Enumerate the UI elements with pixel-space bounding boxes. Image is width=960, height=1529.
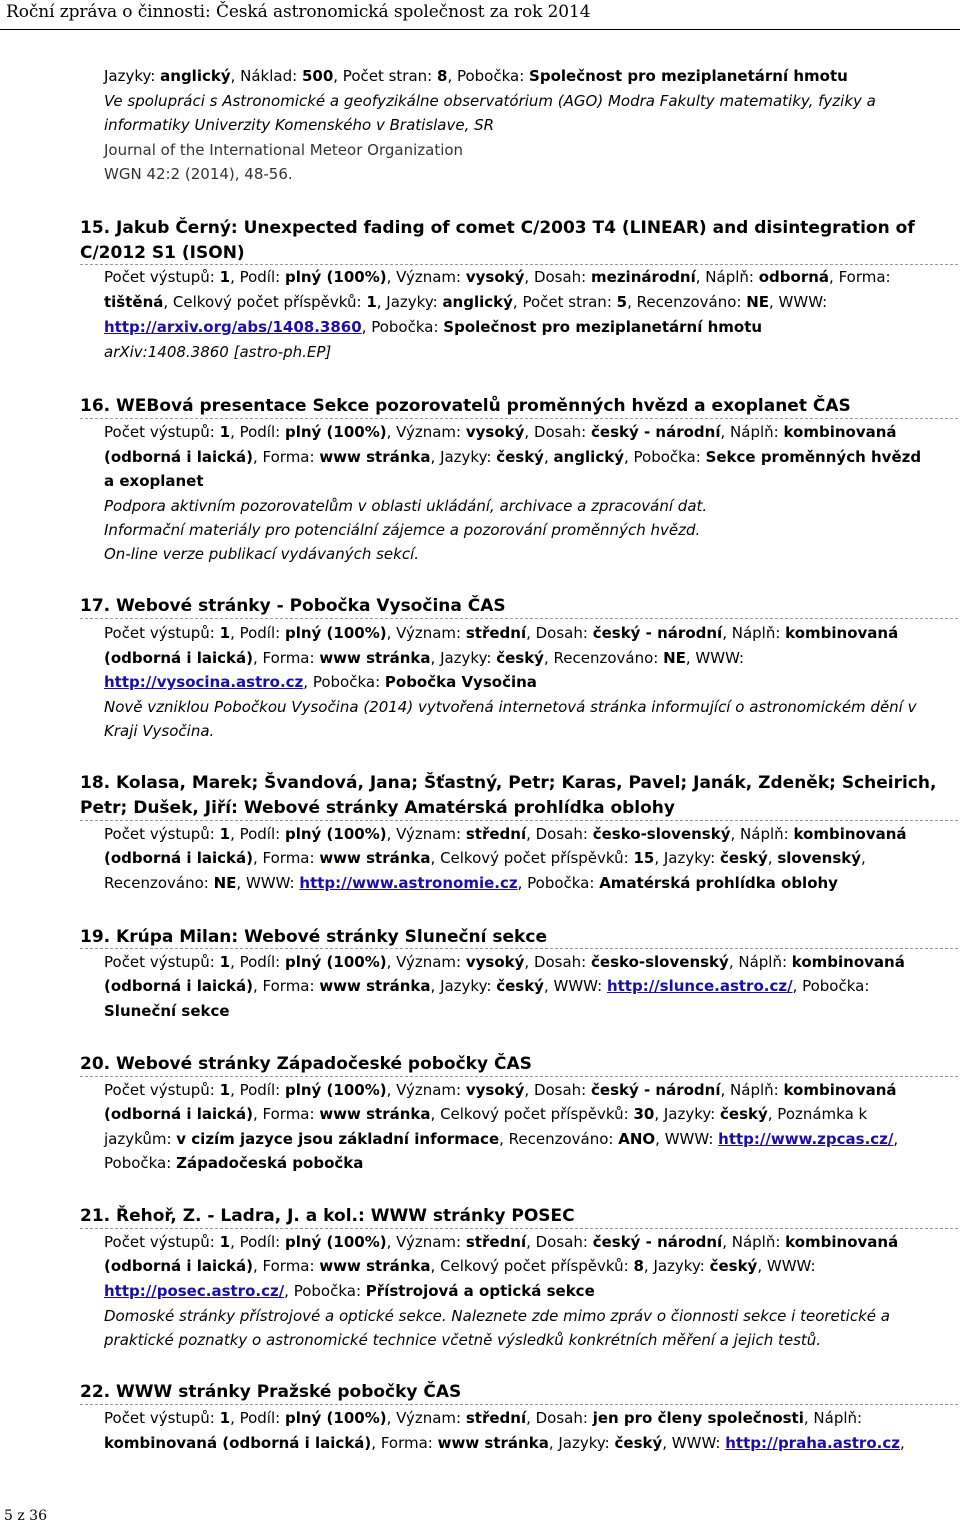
field-value: 8 bbox=[437, 67, 448, 85]
note-line: Informační materiály pro potenciální zájemce a pozorování proměnných hvězd. bbox=[104, 521, 701, 539]
field-value: 1 bbox=[219, 268, 231, 286]
item-title: C/2012 S1 (ISON) bbox=[80, 243, 245, 263]
field-value: český bbox=[709, 1257, 758, 1275]
field-value: kombinovaná bbox=[783, 1081, 897, 1099]
field-label: , bbox=[899, 1434, 905, 1452]
field-value: 30 bbox=[633, 1105, 655, 1123]
field-value: 1 bbox=[366, 293, 377, 311]
field-label: Jazyky: bbox=[104, 67, 161, 85]
metadata-line bbox=[104, 623, 898, 643]
field-value: www stránka bbox=[319, 649, 431, 667]
metadata-line bbox=[104, 672, 537, 692]
field-label: , Jazyky: bbox=[430, 649, 497, 667]
divider bbox=[80, 948, 958, 949]
metadata-line bbox=[104, 1104, 867, 1124]
field-label: , Význam: bbox=[386, 624, 466, 642]
page-header bbox=[0, 0, 960, 36]
field-label: , Pobočka: bbox=[517, 874, 600, 892]
metadata-line bbox=[104, 873, 838, 893]
field-label: , Jazyky: bbox=[643, 1257, 710, 1275]
field-value: 1 bbox=[219, 1233, 231, 1251]
field-label: jazykům: bbox=[104, 1130, 177, 1148]
field-label: , Náplň: bbox=[722, 1233, 786, 1251]
field-value: (odborná i laická) bbox=[104, 977, 253, 995]
metadata-line bbox=[104, 1129, 898, 1149]
field-label: , Význam: bbox=[386, 1233, 466, 1251]
metadata-line bbox=[104, 1256, 816, 1276]
item-title: 20. Webové stránky Západočeské pobočky ČAS bbox=[80, 1054, 532, 1074]
field-label: , WWW: bbox=[662, 1434, 726, 1452]
report-title: Roční zpráva o činnosti: Česká astronomická společnost za rok 2014 bbox=[6, 2, 591, 22]
field-label: , Počet stran: bbox=[512, 293, 617, 311]
field-value: kombinovaná bbox=[785, 1233, 899, 1251]
metadata-line bbox=[104, 66, 848, 86]
field-value: český bbox=[496, 649, 544, 667]
field-label: , Počet stran: bbox=[333, 67, 437, 85]
field-value: 1 bbox=[219, 624, 231, 642]
field-label: Počet výstupů: bbox=[104, 953, 220, 971]
www-link[interactable]: http://vysocina.astro.cz bbox=[104, 673, 304, 691]
field-value: jen pro členy společnosti bbox=[592, 1409, 804, 1427]
field-label: , Pobočka: bbox=[361, 318, 444, 336]
field-value: ANO bbox=[618, 1130, 656, 1148]
field-label: , Význam: bbox=[386, 268, 466, 286]
field-value: český - národní bbox=[592, 1233, 723, 1251]
field-label: , Poznámka k bbox=[767, 1105, 868, 1123]
field-label: , Podíl: bbox=[230, 423, 285, 441]
field-label: , Význam: bbox=[386, 1409, 466, 1427]
field-value: střední bbox=[465, 825, 527, 843]
item-title: 22. WWW stránky Pražské pobočky ČAS bbox=[80, 1382, 462, 1402]
field-label: , Dosah: bbox=[526, 1233, 593, 1251]
field-value: střední bbox=[465, 1233, 527, 1251]
field-label: , Podíl: bbox=[230, 1233, 285, 1251]
field-label: , bbox=[893, 1130, 899, 1148]
field-label: , Význam: bbox=[386, 953, 466, 971]
field-value: 1 bbox=[219, 825, 231, 843]
field-label: , Náplň: bbox=[720, 423, 784, 441]
field-value: kombinovaná (odborná i laická) bbox=[104, 1434, 372, 1452]
metadata-line bbox=[104, 976, 869, 996]
note-line: Podpora aktivním pozorovatelům v oblasti ukládání, archivace a zpracování dat. bbox=[104, 497, 708, 515]
field-value: 500 bbox=[301, 67, 334, 85]
metadata-line bbox=[104, 648, 744, 668]
note-line: Nově vzniklou Pobočkou Vysočina (2014) vytvořená internetová stránka informující o astronomickém dění v bbox=[104, 698, 917, 716]
field-value: (odborná i laická) bbox=[104, 448, 253, 466]
field-value: Amatérská prohlídka oblohy bbox=[599, 874, 838, 892]
field-value: česko-slovenský bbox=[591, 953, 729, 971]
metadata-line bbox=[104, 447, 921, 467]
field-label: , Forma: bbox=[252, 849, 320, 867]
note-line bbox=[104, 342, 331, 362]
field-label: , Dosah: bbox=[526, 624, 593, 642]
field-label: , Jazyky: bbox=[430, 977, 497, 995]
note-line: Ve spolupráci s Astronomické a geofyzikálne observatórium (AGO) Modra Fakulty matematiky, fyziky a bbox=[104, 92, 876, 110]
field-value: NE bbox=[213, 874, 237, 892]
field-label: Počet výstupů: bbox=[104, 624, 220, 642]
field-label: , Náplň: bbox=[730, 825, 794, 843]
note-line: praktické poznatky o astronomické technice včetně výsledků konkrétních měření a jejich testů. bbox=[104, 1331, 822, 1349]
field-value: český - národní bbox=[592, 624, 723, 642]
journal-line: WGN 42:2 (2014), 48-56. bbox=[104, 165, 293, 183]
field-value: www stránka bbox=[437, 1434, 549, 1452]
field-label: Počet výstupů: bbox=[104, 268, 220, 286]
field-label: , Náplň: bbox=[695, 268, 759, 286]
field-label: , Celkový počet příspěvků: bbox=[430, 1257, 634, 1275]
item-title: 18. Kolasa, Marek; Švandová, Jana; Šťastný, Petr; Karas, Pavel; Janák, Zdeněk; Scheirich, bbox=[80, 773, 937, 793]
field-value: www stránka bbox=[319, 977, 431, 995]
field-value: www stránka bbox=[319, 448, 431, 466]
www-link[interactable]: http://slunce.astro.cz/ bbox=[606, 977, 793, 995]
metadata-line bbox=[104, 1281, 595, 1301]
field-value: plný (100%) bbox=[284, 624, 387, 642]
field-label: , Jazyky: bbox=[430, 448, 497, 466]
item-title: Petr; Dušek, Jiří: Webové stránky Amatérská prohlídka oblohy bbox=[80, 798, 675, 818]
divider bbox=[80, 1404, 958, 1405]
field-label: , Recenzováno: bbox=[499, 1130, 619, 1148]
field-value: 15 bbox=[633, 849, 655, 867]
field-label: , Forma: bbox=[371, 1434, 438, 1452]
field-value: Společnost pro meziplanetární hmotu bbox=[443, 318, 763, 336]
metadata-line bbox=[104, 952, 905, 972]
field-value: český bbox=[614, 1434, 663, 1452]
metadata-line bbox=[104, 1080, 897, 1100]
field-value: (odborná i laická) bbox=[104, 649, 253, 667]
field-label: , WWW: bbox=[543, 977, 607, 995]
field-label: , WWW: bbox=[685, 649, 745, 667]
field-value: střední bbox=[465, 624, 527, 642]
arxiv-ref: arXiv:1408.3860 [astro-ph.EP] bbox=[104, 343, 332, 361]
field-value: www stránka bbox=[319, 1257, 431, 1275]
field-value: 1 bbox=[219, 423, 231, 441]
field-label: , Podíl: bbox=[230, 624, 285, 642]
field-label: , Dosah: bbox=[524, 423, 592, 441]
note-line: informatiky Univerzity Komenského v Bratislave, SR bbox=[104, 116, 495, 134]
field-label: , Celkový počet příspěvků: bbox=[430, 849, 634, 867]
field-label: Počet výstupů: bbox=[104, 423, 220, 441]
metadata-line bbox=[104, 824, 907, 844]
field-label: , WWW: bbox=[236, 874, 300, 892]
note-line: Kraji Vysočina. bbox=[104, 722, 215, 740]
field-value: český - národní bbox=[591, 1081, 721, 1099]
field-label: , WWW: bbox=[769, 293, 828, 311]
divider bbox=[80, 264, 958, 265]
field-value: plný (100%) bbox=[284, 268, 387, 286]
field-value: plný (100%) bbox=[284, 1233, 387, 1251]
field-label: , WWW: bbox=[757, 1257, 816, 1275]
field-label: , Pobočka: bbox=[284, 1282, 366, 1300]
field-label: , Dosah: bbox=[524, 268, 592, 286]
field-label: Recenzováno: bbox=[104, 874, 214, 892]
field-value: anglický bbox=[553, 448, 624, 466]
field-label: , Recenzováno: bbox=[543, 649, 664, 667]
field-value: kombinovaná bbox=[791, 953, 905, 971]
field-label: , Náplň: bbox=[722, 624, 786, 642]
item-title: 19. Krúpa Milan: Webové stránky Sluneční sekce bbox=[80, 927, 547, 947]
divider bbox=[80, 1076, 958, 1077]
field-label: , Význam: bbox=[386, 423, 466, 441]
field-label: , WWW: bbox=[655, 1130, 719, 1148]
item-title: 16. WEBová presentace Sekce pozorovatelů proměnných hvězd a exoplanet ČAS bbox=[80, 396, 851, 416]
metadata-line bbox=[104, 1232, 898, 1252]
field-value: www stránka bbox=[319, 849, 431, 867]
field-label: , Náplň: bbox=[728, 953, 792, 971]
field-value: vysoký bbox=[465, 953, 525, 971]
field-label: , bbox=[767, 849, 778, 867]
www-link[interactable]: http://www.zpcas.cz/ bbox=[718, 1130, 894, 1148]
field-value: odborná bbox=[758, 268, 830, 286]
field-label: , Forma: bbox=[252, 649, 320, 667]
field-label: , Význam: bbox=[386, 1081, 466, 1099]
field-label: , Pobočka: bbox=[447, 67, 530, 85]
metadata-line bbox=[104, 317, 762, 337]
metadata-line bbox=[104, 292, 827, 312]
field-label: , Jazyky: bbox=[654, 1105, 721, 1123]
metadata-line: a exoplanet bbox=[104, 472, 204, 490]
field-label: , Forma: bbox=[252, 1257, 320, 1275]
field-value: 1 bbox=[219, 1081, 231, 1099]
metadata-line bbox=[104, 1153, 363, 1173]
field-label: , Forma: bbox=[829, 268, 891, 286]
field-value: česko-slovenský bbox=[592, 825, 731, 843]
field-label: , Forma: bbox=[252, 448, 320, 466]
field-label: , Dosah: bbox=[524, 953, 592, 971]
field-value: vysoký bbox=[465, 268, 525, 286]
field-value: kombinovaná bbox=[785, 624, 899, 642]
item-title: 21. Řehoř, Z. - Ladra, J. a kol.: WWW stránky POSEC bbox=[80, 1206, 575, 1226]
note-line: On-line verze publikací vydávaných sekcí. bbox=[104, 545, 420, 563]
field-value: www stránka bbox=[319, 1105, 431, 1123]
metadata-line bbox=[104, 267, 891, 287]
field-value: plný (100%) bbox=[284, 423, 387, 441]
www-link[interactable]: http://www.astronomie.cz bbox=[299, 874, 518, 892]
field-label: , Podíl: bbox=[230, 825, 285, 843]
www-link[interactable]: http://arxiv.org/abs/1408.3860 bbox=[104, 318, 362, 336]
metadata-line: Sluneční sekce bbox=[104, 1002, 230, 1020]
metadata-line bbox=[104, 422, 897, 442]
divider bbox=[80, 618, 958, 619]
field-label: Počet výstupů: bbox=[104, 1081, 220, 1099]
page-number: 5 z 36 bbox=[4, 1508, 47, 1524]
field-value: český bbox=[496, 448, 544, 466]
item-title: 15. Jakub Černý: Unexpected fading of comet C/2003 T4 (LINEAR) and disintegration of bbox=[80, 218, 915, 238]
field-value: Společnost pro meziplanetární hmotu bbox=[529, 67, 848, 85]
field-label: Počet výstupů: bbox=[104, 825, 220, 843]
field-label: , bbox=[543, 448, 554, 466]
field-label: , Celkový počet příspěvků: bbox=[163, 293, 367, 311]
field-value: kombinovaná bbox=[783, 423, 897, 441]
field-value: tištěná bbox=[104, 293, 164, 311]
field-value: 1 bbox=[219, 1409, 231, 1427]
field-value: český - národní bbox=[591, 423, 721, 441]
field-value: český bbox=[720, 849, 768, 867]
field-label: , Jazyky: bbox=[376, 293, 443, 311]
item-title: 17. Webové stránky - Pobočka Vysočina ČAS bbox=[80, 596, 506, 616]
field-value: kombinovaná bbox=[793, 825, 907, 843]
field-value: Sekce proměnných hvězd bbox=[705, 448, 922, 466]
field-label: , Podíl: bbox=[230, 1409, 285, 1427]
field-value: plný (100%) bbox=[284, 825, 387, 843]
field-label: , Forma: bbox=[252, 977, 320, 995]
field-value: Přístrojová a optická sekce bbox=[365, 1282, 595, 1300]
field-label: , Recenzováno: bbox=[627, 293, 747, 311]
field-value: plný (100%) bbox=[284, 1409, 387, 1427]
field-label: , Celkový počet příspěvků: bbox=[430, 1105, 634, 1123]
field-value: vysoký bbox=[465, 1081, 525, 1099]
field-label: , Význam: bbox=[386, 825, 466, 843]
field-value: Západočeská pobočka bbox=[176, 1154, 364, 1172]
field-value: český bbox=[496, 977, 544, 995]
field-label: , Podíl: bbox=[230, 268, 285, 286]
field-label: , Jazyky: bbox=[548, 1434, 615, 1452]
field-label: , Dosah: bbox=[524, 1081, 592, 1099]
header-rule bbox=[0, 29, 960, 30]
metadata-line bbox=[104, 1433, 905, 1453]
field-value: český bbox=[720, 1105, 768, 1123]
field-label: Počet výstupů: bbox=[104, 1233, 220, 1251]
field-value: vysoký bbox=[465, 423, 525, 441]
field-value: v cizím jazyce jsou základní informace bbox=[176, 1130, 500, 1148]
field-value: 5 bbox=[616, 293, 628, 311]
field-label: , Pobočka: bbox=[792, 977, 870, 995]
field-label: , Náklad: bbox=[230, 67, 302, 85]
metadata-line bbox=[104, 848, 866, 868]
journal-line: Journal of the International Meteor Organization bbox=[104, 141, 464, 159]
field-label: , Náplň: bbox=[720, 1081, 784, 1099]
field-value: 8 bbox=[633, 1257, 644, 1275]
field-value: slovenský bbox=[777, 849, 861, 867]
field-label: , bbox=[861, 849, 866, 867]
field-value: mezinárodní bbox=[591, 268, 696, 286]
field-label: , Forma: bbox=[252, 1105, 320, 1123]
field-value: plný (100%) bbox=[284, 953, 387, 971]
field-value: plný (100%) bbox=[284, 1081, 387, 1099]
field-value: anglický bbox=[442, 293, 513, 311]
field-value: (odborná i laická) bbox=[104, 1257, 253, 1275]
field-value: Pobočka Vysočina bbox=[384, 673, 537, 691]
www-link[interactable]: http://posec.astro.cz/ bbox=[104, 1282, 285, 1300]
field-label: , Pobočka: bbox=[623, 448, 706, 466]
note-line: Domoské stránky přístrojové a optické sekce. Naleznete zde mimo zpráv o čionnosti sekce i teoretické a bbox=[104, 1307, 890, 1325]
metadata-line bbox=[104, 1408, 862, 1428]
field-value: NE bbox=[746, 293, 770, 311]
field-value: NE bbox=[663, 649, 686, 667]
divider bbox=[80, 820, 958, 821]
field-value: střední bbox=[465, 1409, 527, 1427]
divider bbox=[80, 1228, 958, 1229]
field-label: , Dosah: bbox=[526, 825, 593, 843]
field-label: , Podíl: bbox=[230, 953, 285, 971]
field-label: Počet výstupů: bbox=[104, 1409, 220, 1427]
divider bbox=[80, 418, 958, 419]
field-label: , Pobočka: bbox=[303, 673, 385, 691]
field-label: , Podíl: bbox=[230, 1081, 285, 1099]
field-value: (odborná i laická) bbox=[104, 849, 253, 867]
field-value: anglický bbox=[160, 67, 231, 85]
www-link[interactable]: http://praha.astro.cz bbox=[725, 1434, 900, 1452]
field-label: , Náplň: bbox=[803, 1409, 863, 1427]
field-label: , Jazyky: bbox=[654, 849, 721, 867]
field-label: , Dosah: bbox=[526, 1409, 593, 1427]
field-value: (odborná i laická) bbox=[104, 1105, 253, 1123]
field-value: 1 bbox=[219, 953, 231, 971]
field-label: Pobočka: bbox=[104, 1154, 177, 1172]
